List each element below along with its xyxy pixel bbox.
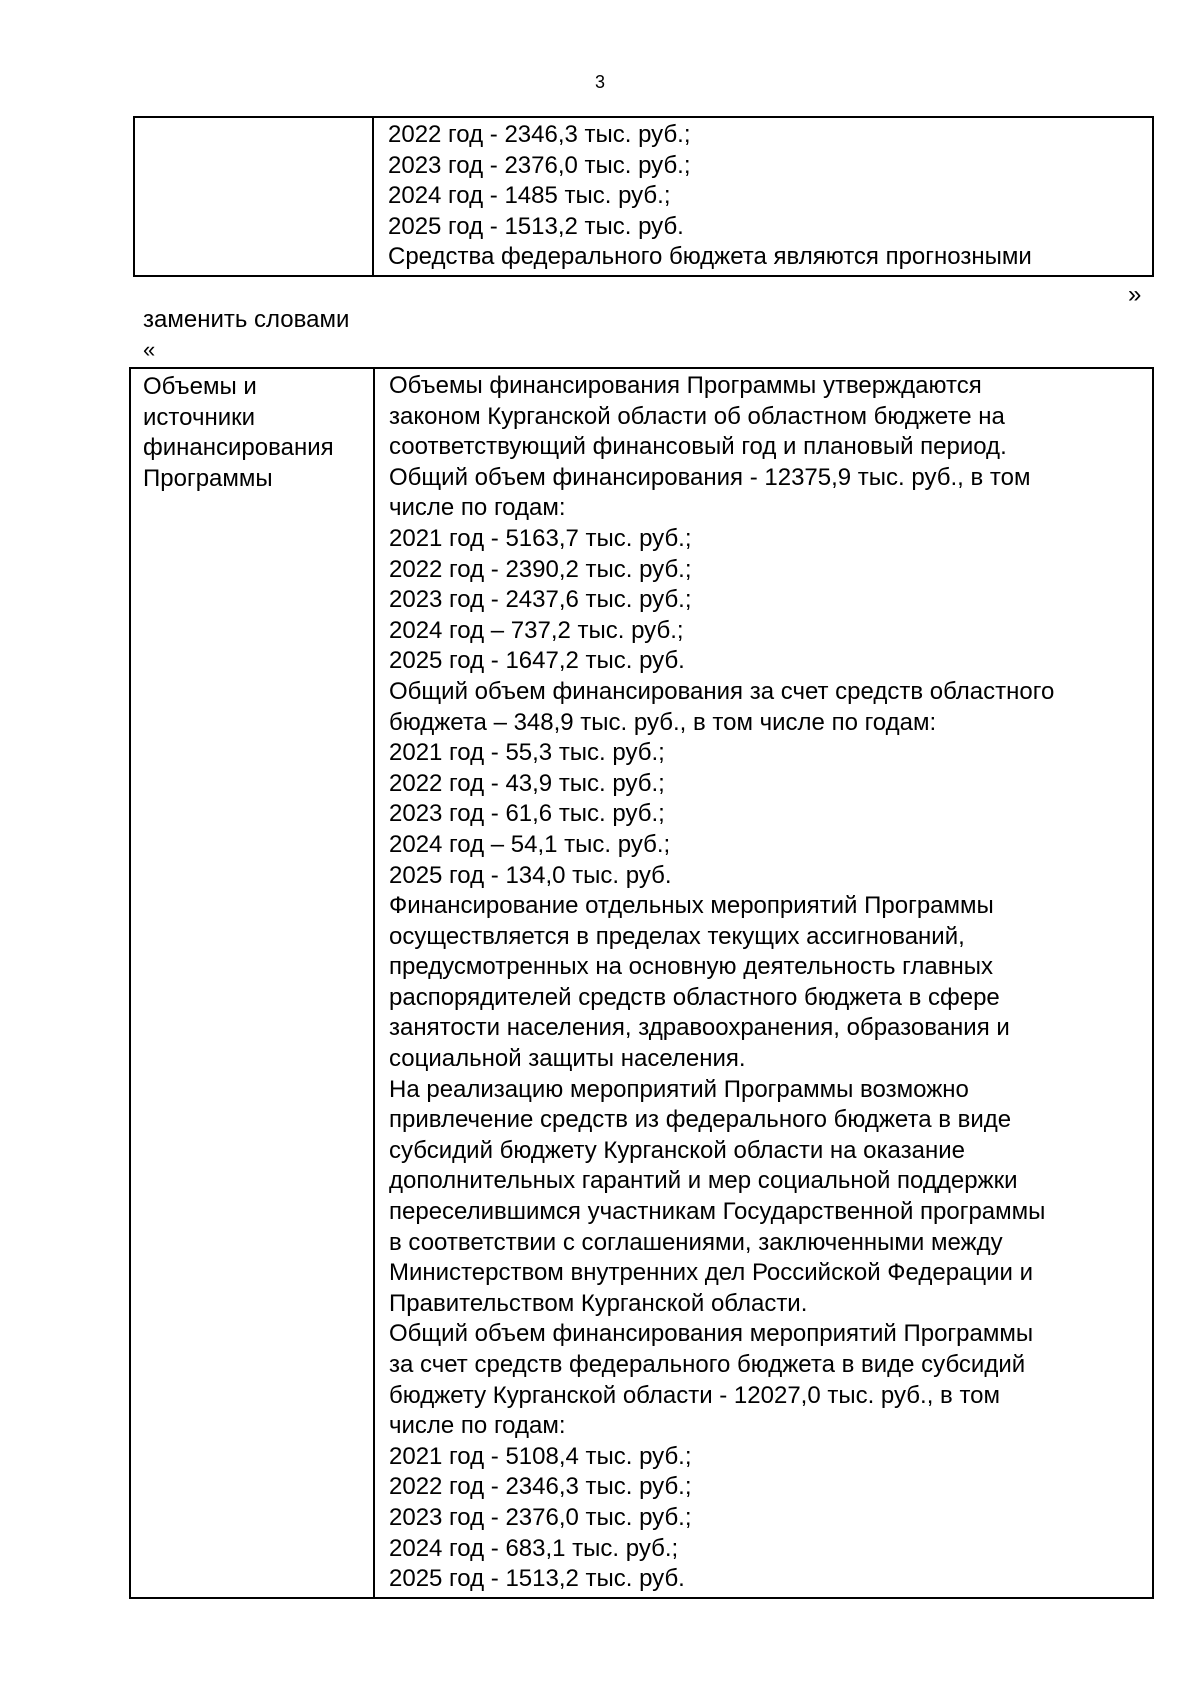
- table-row: [134, 117, 1153, 276]
- text-line: предусмотренных на основную деятельность главных: [389, 953, 993, 981]
- text-line: 2021 год - 5108,4 тыс. руб.;: [389, 1442, 692, 1470]
- text-line: в соответствии с соглашениями, заключенными между: [389, 1228, 1003, 1256]
- text-line: привлечение средств из федерального бюджета в виде: [389, 1106, 1012, 1134]
- text-line: 2023 год - 2437,6 тыс. руб.;: [389, 586, 692, 614]
- text-line: законом Курганской области об областном бюджете на: [389, 402, 1005, 430]
- text-line: бюджета – 348,9 тыс. руб., в том числе по годам:: [389, 708, 937, 736]
- text-line: Министерством внутренних дел Российской Федерации и: [389, 1259, 1034, 1287]
- text-line: за счет средств федерального бюджета в виде субсидий: [389, 1351, 1026, 1378]
- table-cell-content: [374, 368, 1153, 1598]
- text-line: числе по годам:: [389, 1412, 566, 1440]
- table-cell-funding-lines: [373, 117, 1153, 276]
- table-cell-heading: [130, 368, 374, 1598]
- text-line: 2022 год - 43,9 тыс. руб.;: [389, 769, 665, 797]
- text-line: 2025 год - 1513,2 тыс. руб.: [389, 1565, 685, 1593]
- text-line: бюджету Курганской области - 12027,0 тыс. руб., в том: [389, 1381, 1001, 1409]
- text-line: социальной защиты населения.: [389, 1045, 746, 1073]
- text-line: числе по годам:: [389, 494, 566, 522]
- table-cell-empty: [134, 117, 373, 276]
- text-line: 2024 год – 737,2 тыс. руб.;: [389, 616, 684, 644]
- heading-line: Объемы и: [143, 373, 257, 400]
- heading-line: источники: [143, 403, 256, 431]
- text-line: 2024 год - 1485 тыс. руб.;: [388, 182, 671, 210]
- opening-quote: «: [143, 337, 156, 362]
- table-row: [130, 368, 1153, 1598]
- text-line: субсидий бюджету Курганской области на оказание: [389, 1136, 965, 1164]
- text-line: 2025 год - 134,0 тыс. руб.: [389, 861, 672, 889]
- closing-quote: »: [1128, 281, 1142, 308]
- text-line: 2025 год - 1647,2 тыс. руб.: [389, 647, 685, 675]
- text-line: осуществляется в пределах текущих ассигнований,: [389, 922, 965, 950]
- text-line: 2022 год - 2346,3 тыс. руб.;: [388, 121, 691, 148]
- text-line: 2021 год - 5163,7 тыс. руб.;: [389, 524, 692, 552]
- funding-lines: [374, 118, 1152, 275]
- text-line: Объемы финансирования Программы утверждаются: [389, 372, 982, 399]
- text-line: 2024 год – 54,1 тыс. руб.;: [389, 830, 671, 858]
- row-content: [375, 369, 1152, 1597]
- new-wording-table: [129, 367, 1154, 1599]
- text-line: 2023 год - 61,6 тыс. руб.;: [389, 800, 665, 828]
- text-line: 2022 год - 2390,2 тыс. руб.;: [389, 555, 692, 583]
- text-line: Общий объем финансирования мероприятий Программы: [389, 1320, 1034, 1348]
- text-line: соответствующий финансовый год и плановый период.: [389, 433, 1007, 461]
- previous-wording-table: [133, 116, 1154, 277]
- text-line: На реализацию мероприятий Программы возможно: [389, 1075, 969, 1103]
- heading-line: Программы: [143, 464, 273, 492]
- page-number: 3: [594, 72, 605, 92]
- text-line: Средства федерального бюджета являются прогнозными: [388, 243, 1032, 271]
- text-line: распорядителей средств областного бюджета в сфере: [389, 983, 1000, 1011]
- text-line: занятости населения, здравоохранения, образования и: [389, 1014, 1010, 1042]
- text-line: 2021 год - 55,3 тыс. руб.;: [389, 739, 665, 767]
- text-line: 2022 год - 2346,3 тыс. руб.;: [389, 1473, 692, 1501]
- text-line: 2023 год - 2376,0 тыс. руб.;: [388, 151, 691, 179]
- row-heading: [131, 369, 373, 497]
- text-line: Правительством Курганской области.: [389, 1289, 808, 1317]
- text-line: 2024 год - 683,1 тыс. руб.;: [389, 1534, 679, 1562]
- text-line: Финансирование отдельных мероприятий Программы: [389, 892, 994, 920]
- replace-instruction: заменить словами: [143, 306, 350, 333]
- cell-label: [135, 118, 372, 124]
- text-line: 2025 год - 1513,2 тыс. руб.: [388, 212, 684, 240]
- text-line: переселившимся участникам Государственной программы: [389, 1198, 1046, 1226]
- text-line: 2023 год - 2376,0 тыс. руб.;: [389, 1503, 692, 1531]
- text-line: Общий объем финансирования за счет средств областного: [389, 677, 1055, 705]
- text-line: Общий объем финансирования - 12375,9 тыс. руб., в том: [389, 463, 1031, 491]
- heading-line: финансирования: [143, 434, 334, 462]
- text-line: дополнительных гарантий и мер социальной поддержки: [389, 1167, 1018, 1195]
